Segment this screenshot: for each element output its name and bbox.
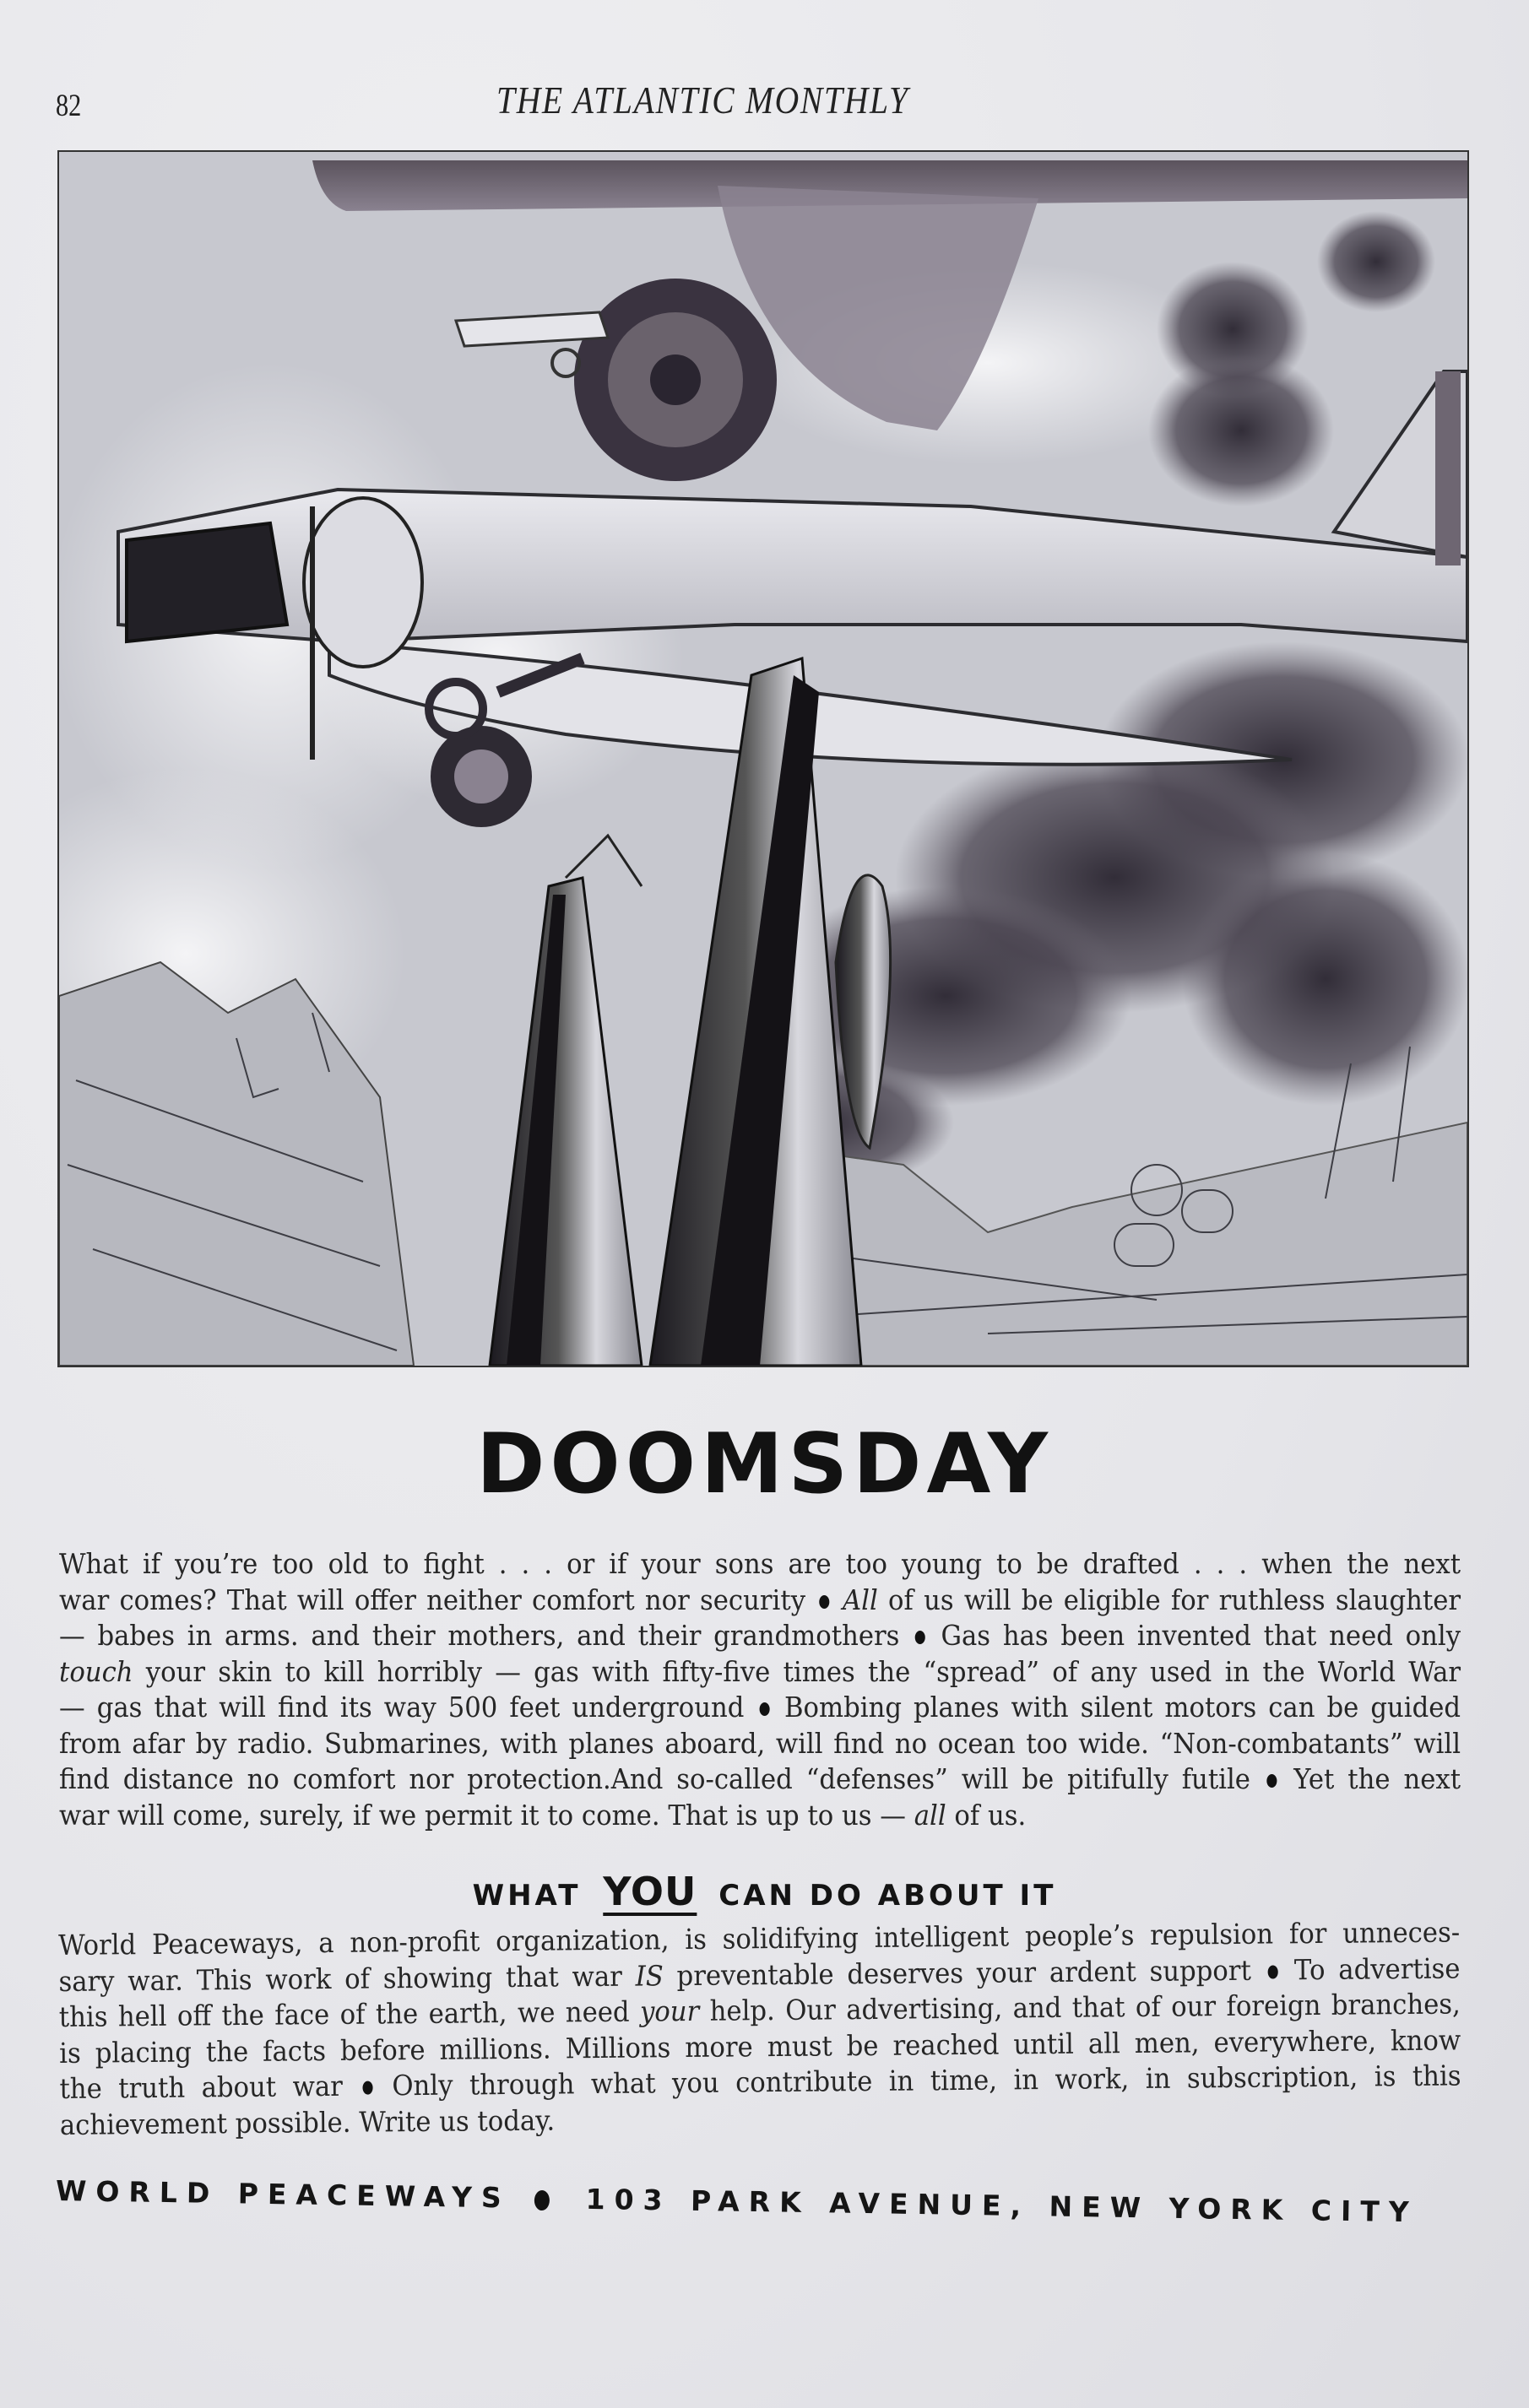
- text-run: sary war. This work of showing that war: [58, 1959, 636, 1998]
- sponsor-name: WORLD PEACEWAYS: [55, 2174, 512, 2215]
- bullet-icon: [915, 1631, 925, 1644]
- text-run: What if you’re too old to fight . . . or if your sons are too young to be drafted . . . when the next: [59, 1547, 1461, 1580]
- text-line: [59, 1583, 1461, 1619]
- text-run: [832, 1583, 843, 1616]
- text-run: this hell off the face of the earth, we need: [58, 1994, 641, 2033]
- subhead-before: WHAT: [472, 1879, 582, 1913]
- ad-headline: DOOMSDAY: [476, 1416, 1053, 1512]
- text-run: of us.: [946, 1798, 1027, 1832]
- text-run: Gas has been invented that need only: [928, 1619, 1461, 1652]
- text-run: preventable deserves your ardent support: [663, 1953, 1265, 1992]
- text-run: help. Our advertising, and that of our foreign branches,: [699, 1987, 1461, 2027]
- subhead-emphasis: YOU: [603, 1869, 697, 1914]
- italic-emphasis: your: [639, 1994, 700, 2028]
- bullet-icon: [1267, 1965, 1277, 1978]
- appeal-paragraph: [57, 1915, 1461, 2143]
- italic-emphasis: All: [843, 1583, 878, 1616]
- bomber-scene-icon: [59, 152, 1467, 1366]
- text-line: [59, 1690, 1461, 1726]
- text-run: is placing the facts before millions. Millions more must be reached until all men, everywhere, know: [59, 2022, 1461, 2070]
- text-run: — gas that will find its way 500 feet underground: [59, 1691, 756, 1723]
- text-run: your skin to kill horribly — gas with fifty-five times the “spread” of any used in the World War: [133, 1654, 1461, 1688]
- italic-emphasis: all: [914, 1798, 946, 1832]
- call-to-action-subhead: [0, 1869, 1529, 1914]
- text-run: To advertise: [1280, 1951, 1461, 1986]
- sponsor-address-line: [56, 2174, 1491, 2230]
- text-run: — babes in arms. and their mothers, and their grandmothers: [59, 1619, 913, 1652]
- text-run: war comes? That will offer neither comfort nor security: [59, 1583, 816, 1616]
- sponsor-address: 103 PARK AVENUE, NEW YORK CITY: [585, 2182, 1418, 2229]
- text-run: the truth about war: [59, 2069, 360, 2105]
- text-line: [59, 1761, 1461, 1798]
- text-run: Only through what you contribute in time, in work, in subscription, is this: [375, 2059, 1461, 2102]
- text-run: find distance no comfort nor protection.And so-called “defenses” will be pitifully futile: [59, 1762, 1264, 1795]
- text-run: of us will be eligible for ruthless slaughter: [877, 1583, 1461, 1616]
- text-run: World Peaceways, a non-profit organization, is solidifying intelligent people’s repulsion for unneces-: [57, 1915, 1461, 1962]
- bomber-illustration: [57, 150, 1469, 1367]
- page-number: 82: [56, 89, 82, 123]
- text-run: achievement possible. Write us today.: [59, 2102, 556, 2141]
- text-line: [59, 1618, 1461, 1654]
- text-line: [59, 1726, 1461, 1762]
- publication-title: THE ATLANTIC MONTHLY: [496, 78, 909, 122]
- subhead-after: CAN DO ABOUT IT: [718, 1879, 1057, 1913]
- text-line: [59, 1654, 1461, 1691]
- bullet-icon: [362, 2081, 372, 2095]
- text-line: [59, 1798, 1461, 1834]
- intro-paragraph: [59, 1546, 1461, 1833]
- text-run: from afar by radio. Submarines, with planes aboard, will find no ocean too wide. “Non-combatants” will: [59, 1726, 1461, 1760]
- text-run: Bombing planes with silent motors can be guided: [772, 1691, 1461, 1723]
- text-run: war will come, surely, if we permit it to come. That is up to us —: [59, 1798, 914, 1832]
- bullet-icon: [534, 2189, 550, 2210]
- text-line: [59, 1546, 1461, 1583]
- bullet-icon: [819, 1595, 829, 1609]
- italic-emphasis: touch: [59, 1654, 133, 1688]
- bullet-icon: [1267, 1774, 1277, 1788]
- italic-emphasis: IS: [635, 1958, 664, 1993]
- bullet-icon: [759, 1702, 769, 1716]
- text-run: Yet the next: [1280, 1762, 1461, 1795]
